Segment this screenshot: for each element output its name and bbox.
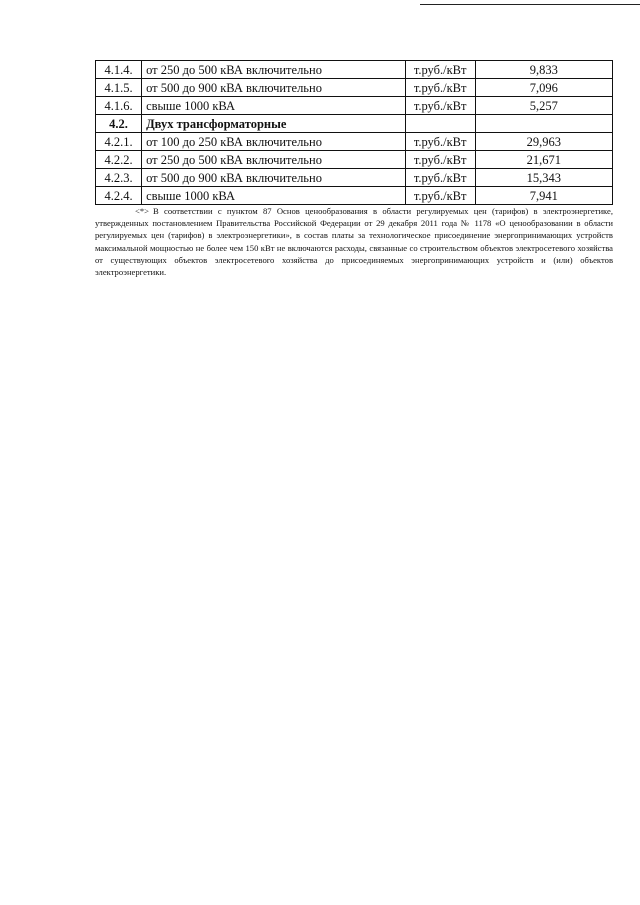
row-value: 5,257 xyxy=(475,97,612,115)
tariff-table xyxy=(95,60,613,205)
row-unit: т.руб./кВт xyxy=(405,133,475,151)
row-unit: т.руб./кВт xyxy=(405,97,475,115)
table-row xyxy=(96,133,613,151)
footnote-text: В соответствии с пунктом 87 Основ ценообразования в области регулируемых цен (тарифов) в электроэнергетике, утвержденных постановлением Правительства Российской Федерации от 29 декабря 2011 года № 1178 «О ценообразовании в области регулируемых цен (тарифов) в электроэнергетики», в состав платы за технологическое присоединение энергопринимающих устройств максимальной мощностью не более чем 150 кВт не включаются расходы, связанные со строительством объектов электросетевого хозяйства от существующих объектов электросетевого хозяйства до присоединяемых энергопринимающих устройств и (или) объектов электроэнергетики. xyxy=(95,206,613,278)
footnote xyxy=(95,205,613,278)
row-unit: т.руб./кВт xyxy=(405,61,475,79)
section-header-row xyxy=(96,115,613,133)
table-row xyxy=(96,187,613,205)
row-name: свыше 1000 кВА xyxy=(142,97,406,115)
row-unit: т.руб./кВт xyxy=(405,187,475,205)
row-value: 21,671 xyxy=(475,151,612,169)
table-row xyxy=(96,79,613,97)
footnote-marker: <*> xyxy=(135,206,149,216)
row-unit: т.руб./кВт xyxy=(405,151,475,169)
table-row xyxy=(96,61,613,79)
row-number: 4.1.6. xyxy=(96,97,142,115)
row-number: 4.1.4. xyxy=(96,61,142,79)
row-name: от 250 до 500 кВА включительно xyxy=(142,151,406,169)
row-number: 4.2.3. xyxy=(96,169,142,187)
row-name: от 500 до 900 кВА включительно xyxy=(142,169,406,187)
row-unit: т.руб./кВт xyxy=(405,79,475,97)
row-name: свыше 1000 кВА xyxy=(142,187,406,205)
row-value xyxy=(475,115,612,133)
row-value: 15,343 xyxy=(475,169,612,187)
table-row xyxy=(96,151,613,169)
row-name: от 100 до 250 кВА включительно xyxy=(142,133,406,151)
row-value: 29,963 xyxy=(475,133,612,151)
row-value: 7,941 xyxy=(475,187,612,205)
row-number: 4.2.4. xyxy=(96,187,142,205)
row-value: 9,833 xyxy=(475,61,612,79)
table-row xyxy=(96,169,613,187)
row-unit: т.руб./кВт xyxy=(405,169,475,187)
row-number: 4.1.5. xyxy=(96,79,142,97)
row-value: 7,096 xyxy=(475,79,612,97)
row-name: от 250 до 500 кВА включительно xyxy=(142,61,406,79)
top-rule xyxy=(420,4,640,5)
row-number: 4.2.1. xyxy=(96,133,142,151)
row-number: 4.2.2. xyxy=(96,151,142,169)
section-number: 4.2. xyxy=(96,115,142,133)
row-name: от 500 до 900 кВА включительно xyxy=(142,79,406,97)
table-row xyxy=(96,97,613,115)
section-title: Двух трансформаторные xyxy=(142,115,406,133)
row-unit xyxy=(405,115,475,133)
